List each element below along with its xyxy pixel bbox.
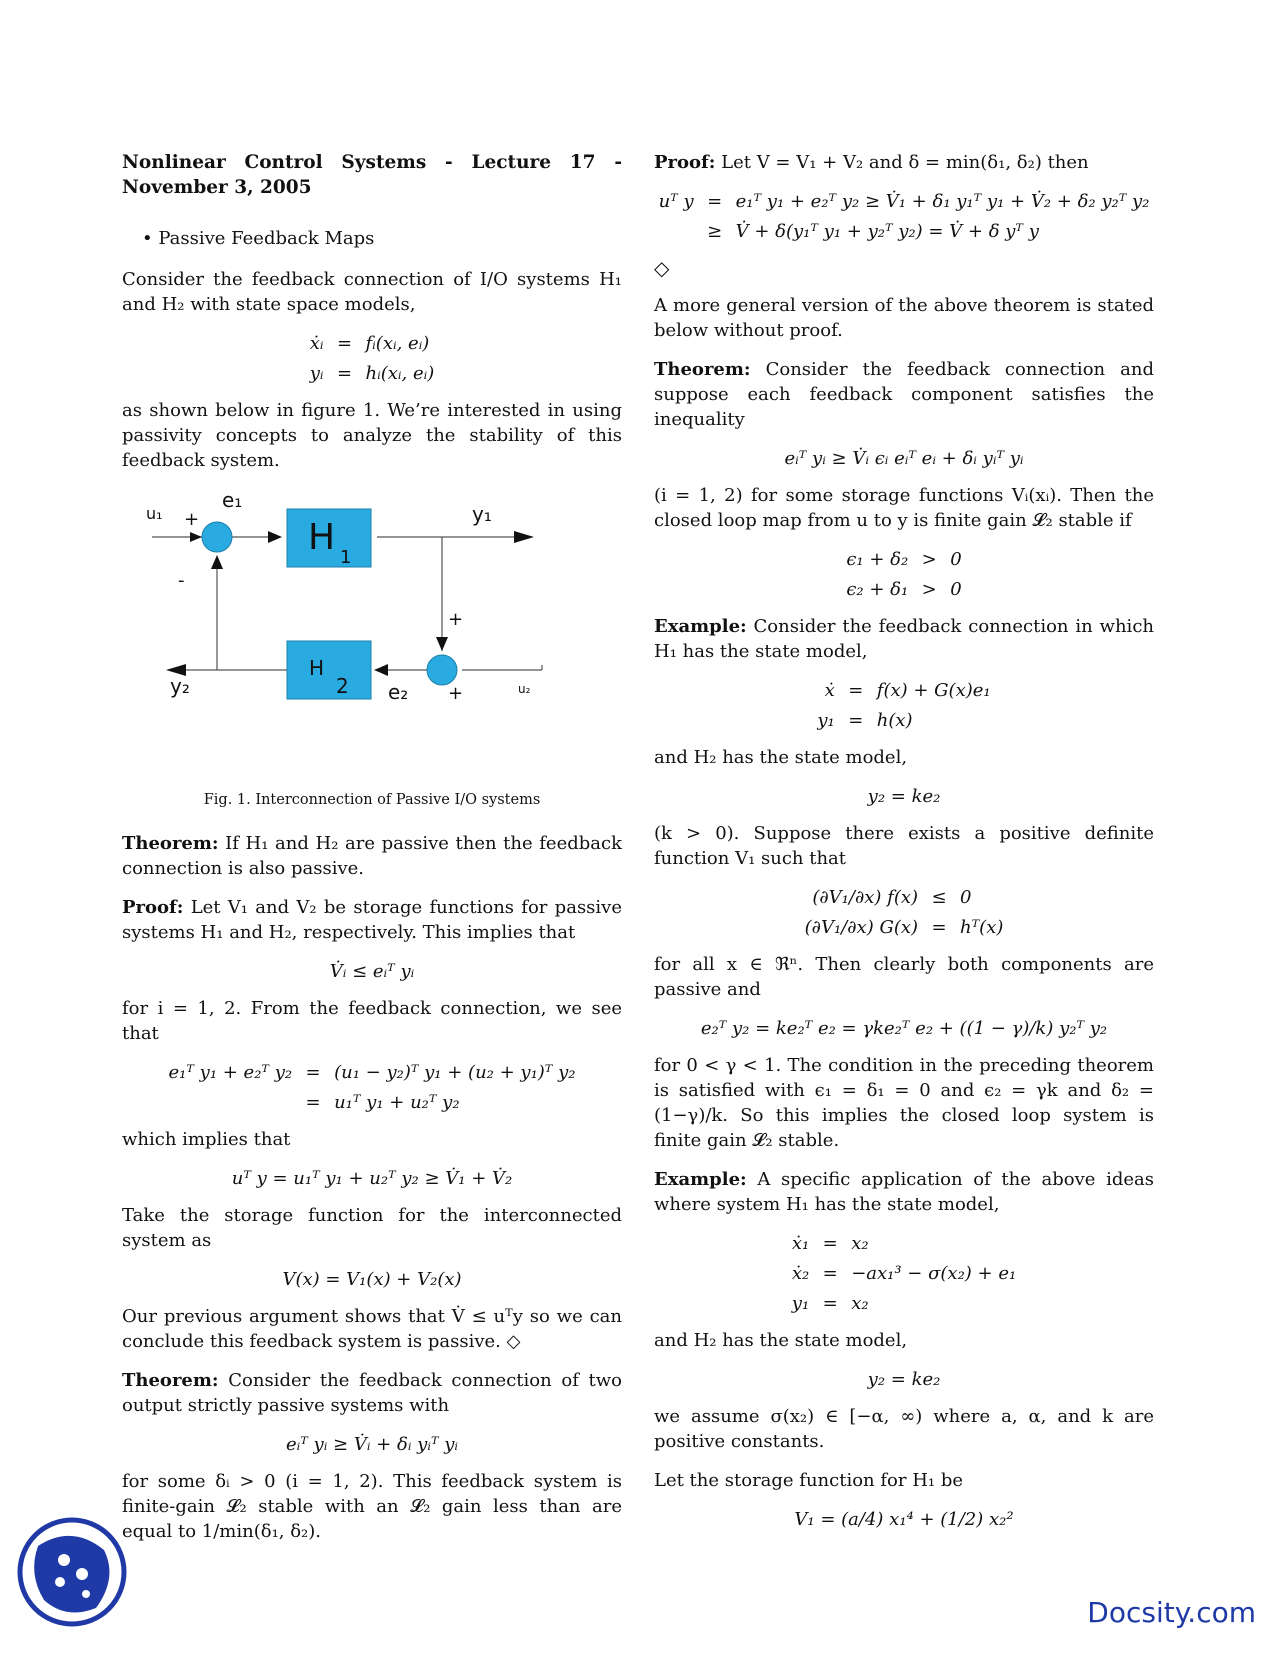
docsity-logo-icon [16,1516,128,1628]
equation-cell-l [659,219,694,244]
equation-cell-l: ϵ₂ + δ₁ [846,579,909,600]
signal-y2-label: y₂ [170,674,190,698]
equation-cell-r: 0 [950,579,962,600]
equation-cell-r: x₂ [851,1293,869,1314]
paragraph: Our previous argument shows that V̇ ≤ uᵀy so we can conclude this feedback system is passive. ◇ [122,1306,622,1352]
equation-osp: eᵢᵀ yᵢ ≥ V̇ᵢ + δᵢ yᵢᵀ yᵢ [285,1434,459,1455]
signal-y1-label: y₁ [472,502,492,526]
proof-text: Let V = V₁ + V₂ and δ = min(δ₁, δ₂) then [715,152,1089,173]
paragraph: and H₂ has the state model, [654,747,908,768]
equation-cell-r: hᵀ(x) [960,917,1004,938]
equation-cell-m: > [921,579,937,600]
proof-1 [122,895,622,945]
equation-cell-m: = [822,1263,838,1284]
summing-junction-1 [202,522,232,552]
equation-cell-r: fᵢ(xᵢ, eᵢ) [365,333,430,354]
equation-cell-m: = [305,1092,321,1113]
paragraph: we assume σ(x₂) ∈ [−α, ∞) where a, α, and k are positive constants. [654,1406,1154,1452]
equation-example-1 [654,678,1154,733]
equation-cell-l: y₁ [817,710,835,731]
paragraph: for 0 < γ < 1. The condition in the preceding theorem is satisfied with ϵ₁ = δ₁ = 0 and ϵ₂ = γk and δ₂ = (1−γ)/k. So this implies the closed loop system is finite gain 𝓛₂ stable. [654,1055,1154,1151]
brand-watermark[interactable]: Docsity.com [1087,1596,1256,1629]
block-h1-label: H [308,517,336,558]
theorem-2 [122,1368,622,1418]
signal-u2-label: u₂ [518,682,531,696]
block-h1-subscript: 1 [340,547,352,568]
lecture-title: Nonlinear Control Systems - Lecture 17 - November 3, 2005 [122,152,622,198]
equation-cell-m: = [305,1062,321,1083]
equation-example-2 [654,1231,1154,1316]
paragraph: for some δᵢ > 0 (i = 1, 2). This feedback system is finite-gain 𝓛₂ stable with an 𝓛₂ gain less than are equal to 1/min(δ₁, δ₂). [122,1471,622,1542]
equation-state-model [122,331,622,386]
equation-cell-m: = [931,917,947,938]
equation-cell-l: (∂V₁/∂x) f(x) [812,887,919,908]
equation-storage: V(x) = V₁(x) + V₂(x) [282,1269,462,1290]
sign-plus-right: + [448,609,464,630]
equation-feedback [122,1060,622,1115]
example-label: Example: [654,1169,747,1190]
equation-cell-m: = [822,1233,838,1254]
equation-cell-m: > [921,549,937,570]
block-h2-label: H [309,656,325,680]
left-column [122,150,622,1558]
proof-2 [654,150,1154,175]
paragraph: (k > 0). Suppose there exists a positive definite function V₁ such that [654,823,1154,869]
example-text: Consider the feedback connection in which H₁ has the state model, [654,616,1154,662]
theorem-label: Theorem: [122,833,219,854]
paragraph: as shown below in figure 1. We’re interested in using passivity concepts to analyze the stability of this feedback system. [122,400,622,471]
equation-cell-l: ẋᵢ [309,333,324,354]
equation-cell-m: = [707,191,723,212]
theorem-1 [122,831,622,881]
equation-cell-r: hᵢ(xᵢ, eᵢ) [365,363,435,384]
equation-cell-m: = [336,333,353,354]
block-h2 [287,641,371,699]
equation-cell-m: = [336,363,353,384]
equation-cell-r: e₁ᵀ y₁ + e₂ᵀ y₂ ≥ V̇₁ + δ₁ y₁ᵀ y₁ + V̇₂ + δ₂ y₂ᵀ y₂ [735,191,1150,212]
equation-cell-r: −ax₁³ − σ(x₂) + e₁ [851,1263,1017,1284]
theorem-text: Consider the feedback connection of two output strictly passive systems with [122,1370,622,1416]
proof-label: Proof: [654,152,716,173]
equation-cell-m: ≤ [931,887,947,908]
paragraph: and H₂ has the state model, [654,1330,908,1351]
theorem-label: Theorem: [654,359,751,380]
equation-uty: uᵀ y = u₁ᵀ y₁ + u₂ᵀ y₂ ≥ V̇₁ + V̇₂ [231,1168,513,1189]
equation-conditions [654,547,1154,602]
theorem-text: If H₁ and H₂ are passive then the feedback connection is also passive. [122,833,622,879]
equation-cell-l: uᵀ y [658,191,694,212]
equation-cell-l: y₁ [791,1293,810,1314]
paragraph: (i = 1, 2) for some storage functions Vᵢ(xᵢ). Then the closed loop map from u to y is finite gain 𝓛₂ stable if [654,485,1154,531]
equation-gamma: e₂ᵀ y₂ = ke₂ᵀ e₂ = γke₂ᵀ e₂ + ((1 − γ)/k) y₂ᵀ y₂ [700,1018,1108,1039]
paragraph: A more general version of the above theorem is stated below without proof. [654,295,1154,341]
equation-cell-l: ẋ₁ [791,1233,810,1254]
qed-symbol: ◇ [654,256,670,280]
paragraph: which implies that [122,1129,291,1150]
sign-plus-bottom: + [448,683,464,704]
equation-cell-r: (u₁ − y₂)ᵀ y₁ + (u₂ + y₁)ᵀ y₂ [334,1062,576,1083]
paragraph: for all x ∈ ℜⁿ. Then clearly both components are passive and [654,954,1154,1000]
equation-cell-m: ≥ [707,221,723,242]
equation-cell-l: ẋ₂ [791,1263,810,1284]
equation-cell-r: h(x) [876,710,913,731]
equation-cell-l [169,1090,293,1115]
proof-text: Let V₁ and V₂ be storage functions for passive systems H₁ and H₂, respectively. This implies that [122,897,622,943]
equation-cell-m: = [822,1293,838,1314]
summing-junction-2 [427,655,457,685]
equation-cell-r: u₁ᵀ y₁ + u₂ᵀ y₂ [334,1092,460,1113]
paragraph: Take the storage function for the interconnected system as [122,1205,622,1251]
theorem-label: Theorem: [122,1370,219,1391]
theorem-3 [654,357,1154,432]
equation-cell-r: 0 [960,887,972,908]
equation-cell-m: = [848,710,864,731]
example-1 [654,614,1154,664]
feedback-diagram [122,491,622,781]
example-text: A specific application of the above ideas where system H₁ has the state model, [654,1169,1154,1215]
sign-plus-top: + [184,509,200,530]
signal-e2-label: e₂ [388,680,409,704]
example-2 [654,1167,1154,1217]
block-h2-subscript: 2 [336,674,349,698]
equation-proof [654,189,1154,244]
equation-cell-m: = [848,680,864,701]
equation-cell-r: x₂ [851,1233,869,1254]
equation-cell-l: ϵ₁ + δ₂ [846,549,909,570]
paragraph: for i = 1, 2. From the feedback connection, we see that [122,998,622,1044]
equation-y2-b: y₂ = ke₂ [867,1369,941,1390]
equation-cell-l: ẋ [824,680,835,701]
theorem-text: Consider the feedback connection and suppose each feedback component satisfies the inequality [654,359,1154,430]
equation-cell-r: 0 [950,549,962,570]
equation-v1: V₁ = (a/4) x₁⁴ + (1/2) x₂² [794,1509,1014,1530]
sign-minus: - [178,570,185,591]
paragraph: Let the storage function for H₁ be [654,1470,964,1491]
equation-cell-l: (∂V₁/∂x) G(x) [804,917,919,938]
signal-u1-label: u₁ [146,504,163,523]
equation-inequality: eᵢᵀ yᵢ ≥ V̇ᵢ ϵᵢ eᵢᵀ eᵢ + δᵢ yᵢᵀ yᵢ [784,448,1024,469]
equation-cell-r: f(x) + G(x)e₁ [876,680,991,701]
paragraph: Consider the feedback connection of I/O systems H₁ and H₂ with state space models, [122,269,622,315]
equation-cell-r: V̇ + δ(y₁ᵀ y₁ + y₂ᵀ y₂) = V̇ + δ yᵀ y [735,221,1039,242]
proof-label: Proof: [122,897,184,918]
equation-y2: y₂ = ke₂ [867,786,941,807]
right-column [654,150,1154,1544]
equation-vdot: V̇ᵢ ≤ eᵢᵀ yᵢ [329,961,415,982]
figure-caption: Fig. 1. Interconnection of Passive I/O systems [203,792,541,808]
bullet-item: • Passive Feedback Maps [142,226,622,251]
signal-e1-label: e₁ [222,491,243,512]
example-label: Example: [654,616,747,637]
equation-partials [654,885,1154,940]
equation-cell-l: e₁ᵀ y₁ + e₂ᵀ y₂ [168,1062,293,1083]
equation-cell-l: yᵢ [309,363,324,384]
